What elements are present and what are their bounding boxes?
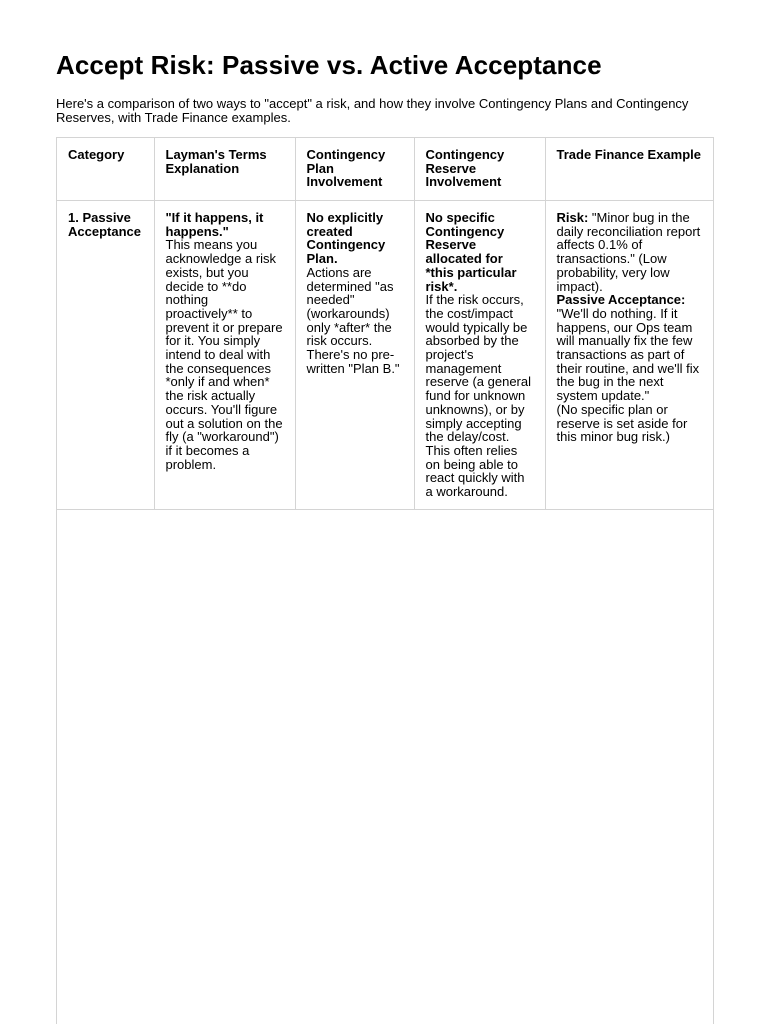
example-risk-label: Risk:: [556, 210, 589, 225]
example-risk-text: "Minor bug in the daily reconciliation report affects 0.1% of transactions." (Low probability, very low impact).: [556, 210, 701, 294]
comparison-table: [57, 138, 713, 510]
reserve-explanation-text: If the risk occurs, the cost/impact would typically be absorbed by the project's management reserve (a general fund for unknown unknowns), or by simply accepting the delay/cost. This often relies on being able to react quickly with a workaround.: [425, 292, 531, 500]
example-note-text: (No specific plan or reserve is set aside for this minor bug risk.): [556, 401, 688, 445]
layman-explanation-text: This means you acknowledge a risk exists, but you decide to **do nothing proactively** to prevent it or prepare for it. You simply intend to deal with the consequences *only if and when* the risk actually occurs. You'll figure out a solution on the fly (a "workaround") if it becomes a problem.: [165, 237, 283, 472]
table-header-row: [57, 138, 713, 201]
intro-paragraph: Here's a comparison of two ways to "accept" a risk, and how they involve Contingency Plans and Contingency Reserves, with Trade Finance examples.: [56, 96, 689, 125]
cell-contingency-plan: [295, 201, 414, 510]
layman-bold-text: "If it happens, it happens.": [165, 210, 264, 239]
plan-explanation-text: Actions are determined "as needed" (workarounds) only *after* the risk occurs. There's no pre-written "Plan B.": [306, 264, 400, 376]
category-label: 1. Passive Acceptance: [68, 210, 141, 239]
header-laymans-terms: Layman's Terms Explanation: [154, 138, 295, 201]
header-category: Category: [57, 138, 154, 201]
table-row: [57, 201, 713, 510]
example-passive-text: "We'll do nothing. If it happens, our Ops team will manually fix the few transactions as part of their routine, and we'll fix the bug in the next system update.": [556, 305, 700, 404]
example-risk: [557, 211, 703, 293]
header-trade-finance-example: Trade Finance Example: [545, 138, 713, 201]
cell-contingency-reserve: [414, 201, 545, 510]
cell-trade-finance-example: [545, 201, 713, 510]
cell-laymans-terms: [154, 201, 295, 510]
cell-category: [57, 201, 154, 510]
example-passive-label: Passive Acceptance:: [556, 292, 686, 308]
plan-bold-text: No explicitly created Contingency Plan.: [306, 210, 386, 267]
comparison-table-container: [56, 137, 714, 1024]
page-title: Accept Risk: Passive vs. Active Acceptance: [56, 50, 602, 80]
reserve-bold-text: No specific Contingency Reserve allocated for *this particular risk*.: [425, 210, 517, 294]
header-contingency-reserve: Contingency Reserve Involvement: [414, 138, 545, 201]
header-contingency-plan: Contingency Plan Involvement: [295, 138, 414, 201]
